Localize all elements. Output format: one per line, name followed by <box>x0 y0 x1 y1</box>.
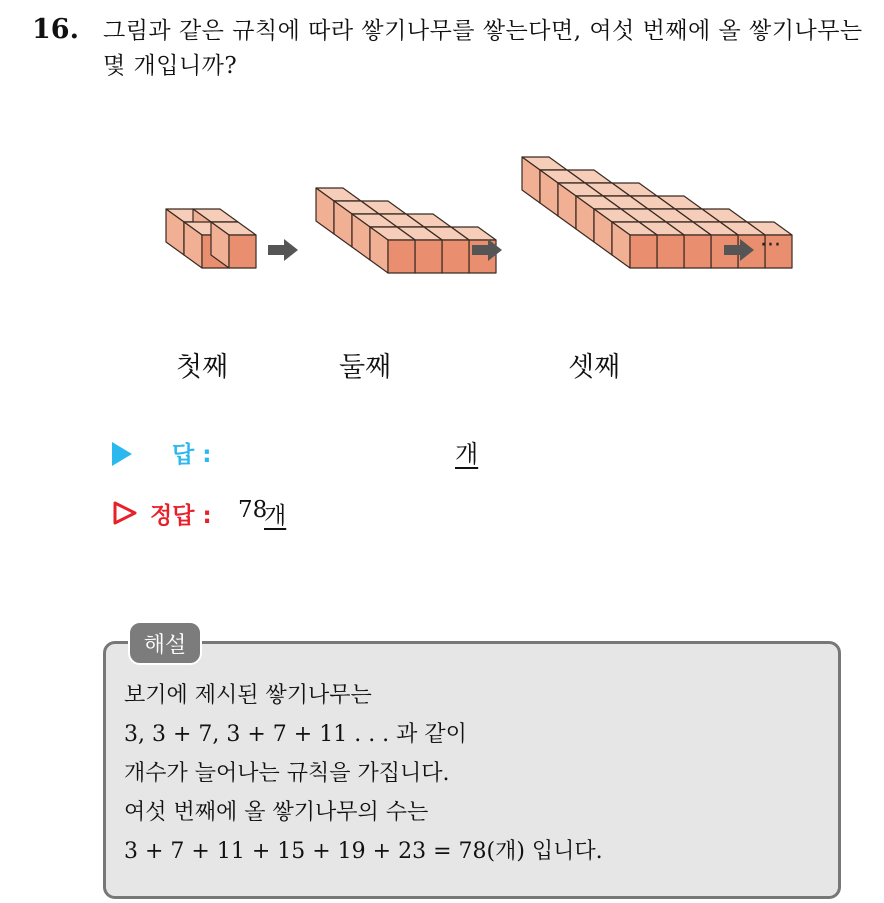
cube-right-face <box>657 235 684 268</box>
label-second: 둘째 <box>339 352 392 383</box>
answer-row <box>112 436 532 468</box>
correct-answer-value: 78 <box>238 497 268 523</box>
stack-second <box>316 188 496 273</box>
stack-first <box>166 209 256 268</box>
cube-right-face <box>415 240 442 273</box>
solution-line: 3, 3 + 7, 3 + 7 + 11 . . . 과 같이 <box>124 722 467 747</box>
label-first: 첫째 <box>176 352 229 383</box>
solution-line: 개수가 늘어나는 규칙을 가집니다. <box>124 761 450 786</box>
outline-triangle-icon <box>112 500 138 526</box>
cube-right-face <box>684 235 711 268</box>
correct-answer-unit: 개 <box>264 503 287 529</box>
solution-tag: 해설 <box>128 621 202 665</box>
right-arrow-icon <box>268 239 298 261</box>
ellipsis-text: ··· <box>760 233 781 258</box>
answer-unit: 개 <box>455 440 479 468</box>
cube-right-face <box>630 235 657 268</box>
solution-text <box>124 676 824 871</box>
answer-label: 답 : <box>172 442 212 468</box>
label-third: 셋째 <box>568 352 621 383</box>
solution-line: 3 + 7 + 11 + 15 + 19 + 23 = 78(개) 입니다. <box>124 839 603 864</box>
question-text: 그림과 같은 규칙에 따라 쌓기나무를 쌓는다면, 여섯 번째에 올 쌓기나무는 몇 개입니까? <box>103 18 863 79</box>
solution-line: 여섯 번째에 올 쌓기나무의 수는 <box>124 800 429 825</box>
play-triangle-icon <box>112 442 132 466</box>
solution-line: 보기에 제시된 쌓기나무는 <box>124 683 372 708</box>
cube-right-face <box>442 240 469 273</box>
question-number: 16. <box>32 14 79 45</box>
correct-answer-row <box>112 497 372 529</box>
cube-right-face <box>388 240 415 273</box>
block-stack-figure <box>0 0 884 400</box>
cube-right-face <box>229 235 256 268</box>
correct-answer-label: 정답 : <box>150 503 212 529</box>
